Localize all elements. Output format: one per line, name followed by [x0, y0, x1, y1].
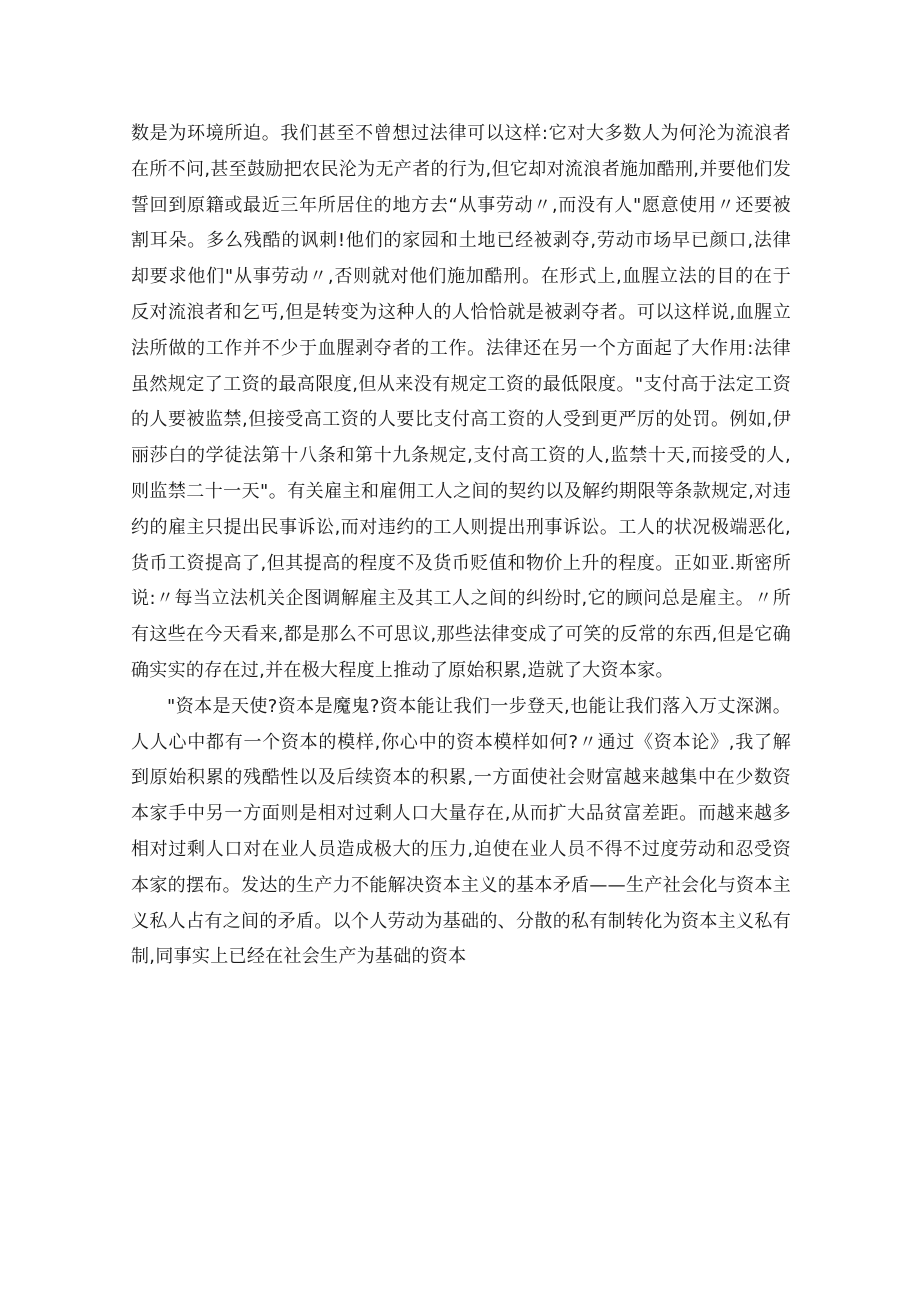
document-body — [131, 116, 791, 975]
paragraph-1: 数是为环境所迫。我们甚至不曾想过法律可以这样:它对大多数人为何沦为流浪者在所不问,甚至鼓励把农民沦为无产者的行为,但它却对流浪者施加酷刑,并要他们发誓回到原籍或最近三年所居住的地方去“从事劳动〃,而没有人"愿意使用〃还要被割耳朵。多么残酷的讽刺!他们的家园和土地已经被剥夺,劳动市场早已颜口,法律却要求他们"从事劳动〃,否则就对他们施加酷刑。在形式上,血腥立法的目的在于反对流浪者和乞丐,但是转变为这种人的人恰恰就是被剥夺者。可以这样说,血腥立法所做的工作并不少于血腥剥夺者的工作。法律还在另一个方面起了大作用:法律虽然规定了工资的最高限度,但从来没有规定工资的最低限度。"支付高于法定工资的人要被监禁,但接受高工资的人要比支付高工资的人受到更严厉的处罚。例如,伊丽莎白的学徒法第十八条和第十九条规定,支付高工资的人,监禁十天,而接受的人,则监禁二十一天"。有关雇主和雇佣工人之间的契约以及解约期限等条款规定,对违约的雇主只提出民事诉讼,而对违约的工人则提出刑事诉讼。工人的状况极端恶化,货币工资提高了,但其提高的程度不及货币贬值和物价上升的程度。正如亚.斯密所说:〃每当立法机关企图调解雇主及其工人之间的纠纷时,它的顾问总是雇主。〃所有这些在今天看来,都是那么不可思议,那些法律变成了可笑的反常的东西,但是它确确实实的存在过,并在极大程度上推动了原始积累,造就了大资本家。 — [131, 123, 791, 681]
paragraph-2: "资本是天使?资本是魔鬼?资本能让我们一步登天,也能让我们落入万丈深渊。人人心中都有一个资本的模样,你心中的资本模样如何?〃通过《资本论》,我了解到原始积累的残酷性以及后续资本的积累,一方面使社会财富越来越集中在少数资本家手中另一方面则是相对过剩人口大量存在,从而扩大品贫富差距。而越来越多相对过剩人口对在业人员造成极大的压力,迫使在业人员不得不过度劳动和忍受资本家的摆布。发达的生产力不能解决资本主义的基本矛盾——生产社会化与资本主义私人占有之间的矛盾。以个人劳动为基础的、分散的私有制转化为资本主义私有制,同事实上已经在社会生产为基础的资本 — [131, 695, 791, 968]
